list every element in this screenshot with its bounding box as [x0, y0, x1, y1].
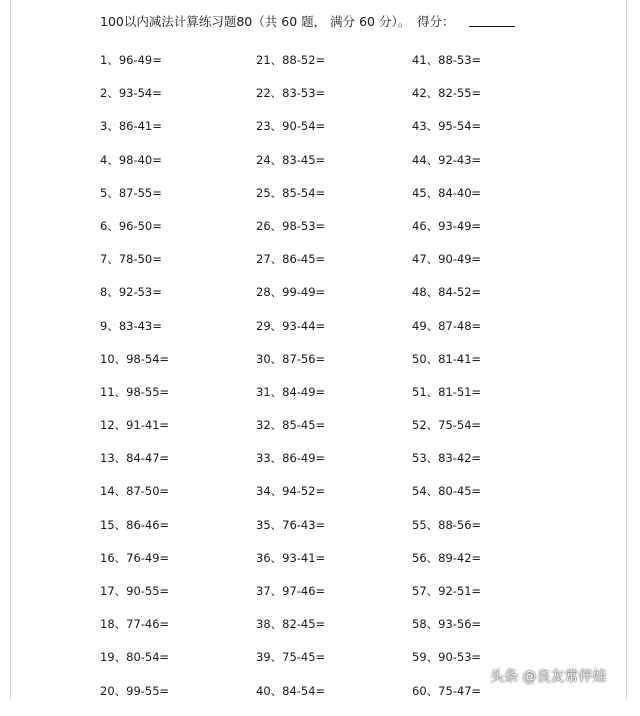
- problem-item: 1、96-49=: [100, 53, 162, 67]
- problem-item: 12、91-41=: [100, 418, 170, 433]
- problem-item: 44、92-43=: [412, 152, 482, 167]
- problem-item: 16、76-49=: [100, 550, 170, 565]
- problem-item: 6、96-50=: [100, 218, 162, 233]
- problem-item: 36、93-41=: [256, 550, 326, 565]
- problem-item: 45、84-40=: [412, 185, 482, 200]
- problem-item: 41、88-53=: [412, 53, 482, 67]
- problem-item: 49、87-48=: [412, 318, 482, 333]
- problem-item: 13、84-47=: [100, 451, 170, 466]
- problem-item: 57、92-51=: [412, 584, 482, 598]
- problem-item: 3、86-41=: [100, 119, 162, 134]
- problem-column-1: [100, 52, 169, 716]
- problem-item: 48、84-52=: [412, 285, 482, 300]
- problem-item: 33、86-49=: [256, 451, 326, 466]
- problem-item: 50、81-41=: [412, 351, 482, 366]
- problem-item: 8、92-53=: [100, 285, 162, 300]
- problem-item: 39、75-45=: [256, 650, 326, 665]
- problem-item: 20、99-55=: [100, 683, 170, 698]
- problem-item: 7、78-50=: [100, 252, 162, 267]
- page-edge-right: [626, 0, 627, 700]
- problem-item: 35、76-43=: [256, 517, 326, 532]
- problem-item: 15、86-46=: [100, 517, 170, 532]
- problem-item: 37、97-46=: [256, 584, 326, 598]
- problem-item: 14、87-50=: [100, 484, 170, 499]
- problem-item: 52、75-54=: [412, 418, 482, 433]
- problem-item: 51、81-51=: [412, 384, 482, 399]
- problem-item: 55、88-56=: [412, 517, 482, 532]
- problem-item: 34、94-52=: [256, 484, 326, 499]
- problem-column-3: [412, 52, 481, 716]
- problem-item: 26、98-53=: [256, 218, 326, 233]
- problem-item: 32、85-45=: [256, 418, 326, 433]
- problem-item: 21、88-52=: [256, 53, 326, 67]
- problem-item: 53、83-42=: [412, 451, 482, 466]
- problem-item: 22、83-53=: [256, 86, 326, 101]
- problem-item: 56、89-42=: [412, 550, 482, 565]
- score-field: [417, 14, 515, 30]
- page-edge-left: [10, 0, 11, 700]
- problem-item: 17、90-55=: [100, 584, 170, 598]
- problem-item: 2、93-54=: [100, 86, 162, 101]
- problem-item: 10、98-54=: [100, 351, 170, 366]
- score-label: 得分：: [417, 14, 455, 29]
- problem-item: 23、90-54=: [256, 119, 326, 134]
- score-blank-line: [469, 14, 515, 27]
- problem-item: 54、80-45=: [412, 484, 482, 499]
- problem-item: 5、87-55=: [100, 185, 162, 200]
- problem-item: 28、99-49=: [256, 285, 326, 300]
- problem-item: 59、90-53=: [412, 650, 482, 665]
- problem-item: 4、98-40=: [100, 152, 162, 167]
- problem-item: 19、80-54=: [100, 650, 170, 665]
- problem-column-2: [256, 52, 325, 716]
- problem-item: 40、84-54=: [256, 683, 326, 698]
- problem-item: 43、95-54=: [412, 119, 482, 134]
- problem-item: 31、84-49=: [256, 384, 326, 399]
- problem-item: 9、83-43=: [100, 318, 162, 333]
- problem-item: 42、82-55=: [412, 86, 482, 101]
- problem-item: 25、85-54=: [256, 185, 326, 200]
- problem-item: 46、93-49=: [412, 218, 482, 233]
- problem-item: 18、77-46=: [100, 617, 170, 632]
- problem-item: 24、83-45=: [256, 152, 326, 167]
- problem-item: 38、82-45=: [256, 617, 326, 632]
- problem-item: 47、90-49=: [412, 252, 482, 267]
- watermark: 头条 @良友常伴娃: [490, 669, 607, 685]
- problem-item: 11、98-55=: [100, 384, 170, 399]
- problem-item: 60、75-47=: [412, 683, 482, 698]
- problem-item: 58、93-56=: [412, 617, 482, 632]
- problem-item: 27、86-45=: [256, 252, 326, 267]
- worksheet-title: 100以内减法计算练习题80（共 60 题， 满分 60 分）。: [100, 14, 411, 29]
- problem-item: 29、93-44=: [256, 318, 326, 333]
- problem-item: 30、87-56=: [256, 351, 326, 366]
